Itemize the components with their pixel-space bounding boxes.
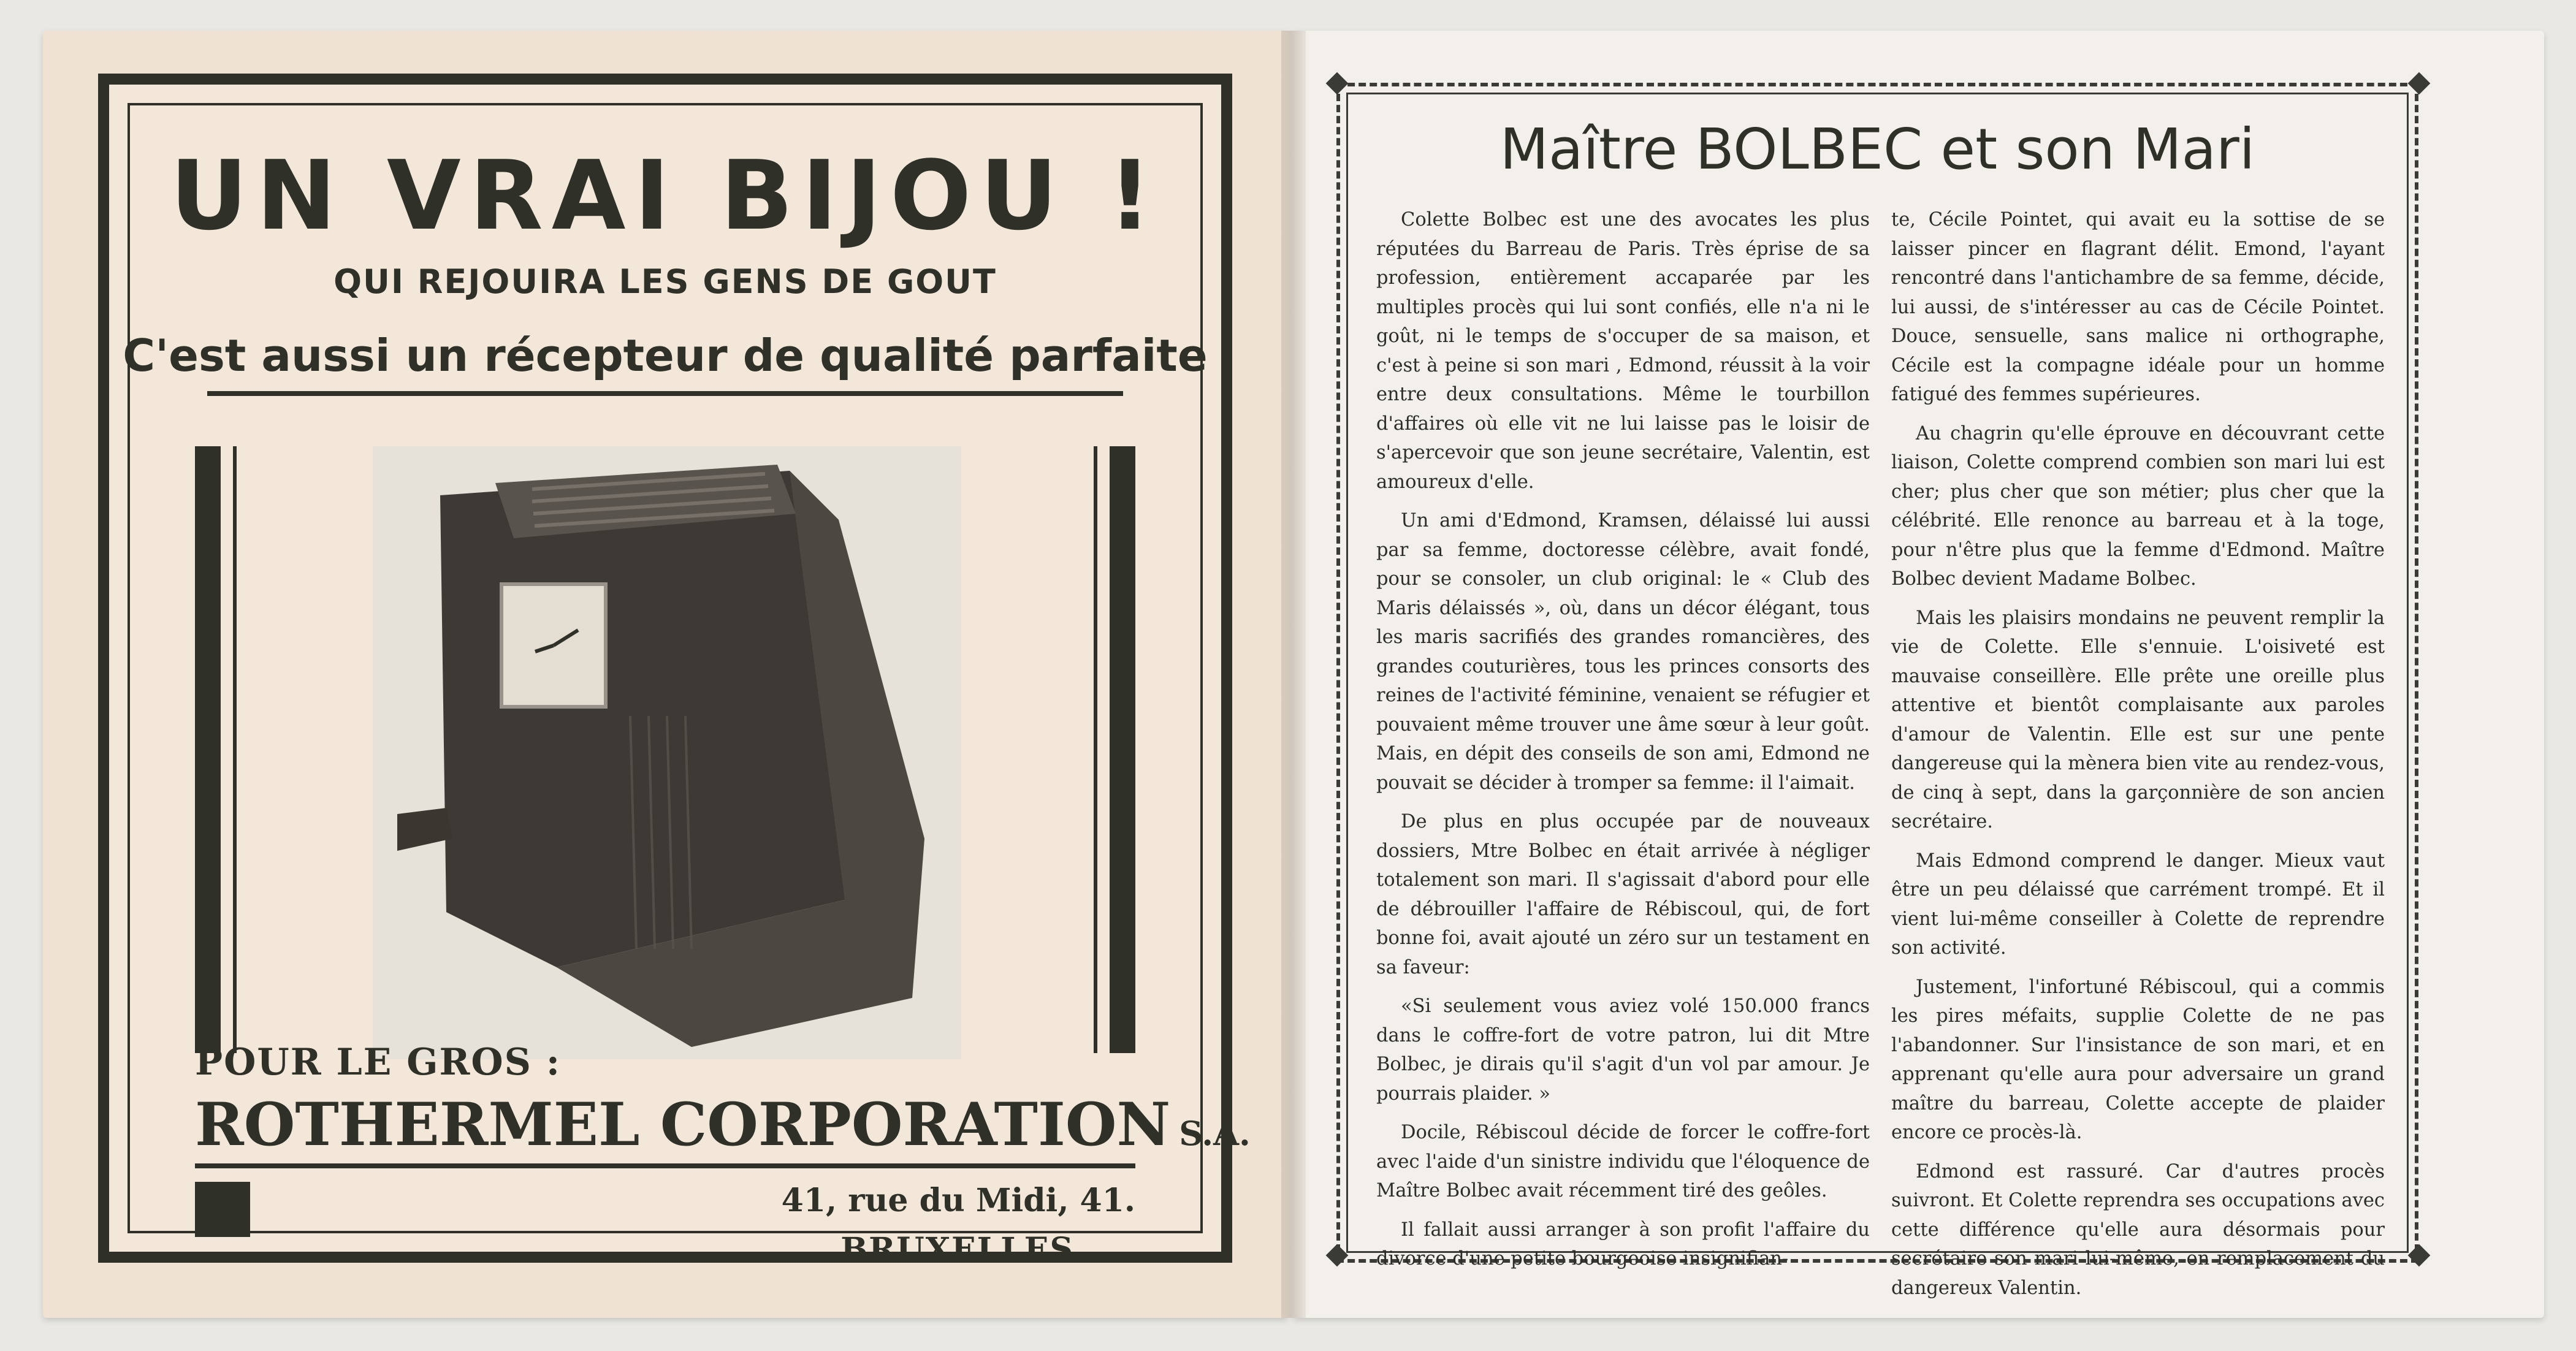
paragraph: Un ami d'Edmond, Kramsen, délaissé lui aussi par sa femme, doctoresse célèbre, avait fondé, pour se consoler, un club original: le « Club des Maris délaissés », où, dans un décor élégant, tous les maris sacrifiés des grandes romancières, des grandes couturières, tous les princes consorts des reines de l'activité féminine, venaient se réfugier et pouvaient même trouver une âme sœur à leur goût. Mais, en dépit des conseils de son ami, Edmond ne pouvait se décider à tromper sa femme: il l'aimait.: [1376, 510, 1870, 794]
article-columns: [1376, 205, 2385, 1299]
ad-tagline: C'est aussi un récepteur de qualité parfaite: [123, 330, 1208, 381]
ad-company-suffix: S.A.: [1179, 1114, 1251, 1153]
ad-company-name: [195, 1090, 1251, 1159]
radio-photo: [373, 446, 961, 1059]
paragraph: Mais les plaisirs mondains ne peuvent remplir la vie de Colette. Elle s'ennuie. L'oisiveté est mauvaise conseillère. Elle prête une oreille plus attentive et bientôt complaisante aux paroles d'amour de Valentin. Elle est sur une pente dangereuse qui la mènera bien vite au rendez-vous, de cinq à sept, dans la garçonnière de son ancien secrétaire.: [1891, 607, 2385, 832]
ad-tagline-rule: [207, 391, 1123, 396]
paragraph: Justement, l'infortuné Rébiscoul, qui a commis les pires méfaits, supplie Colette de ne pas l'abandonner. Sur l'insistance de son mari, et en apprenant qu'elle aura pour adversaire un grand maître du barreau, Colette accepte de plaider encore ce procès-là.: [1891, 976, 2385, 1143]
ad-address-street: 41, rue du Midi, 41.: [781, 1182, 1135, 1219]
radio-clock-icon: [373, 446, 961, 1059]
ad-square-mark: [195, 1182, 250, 1237]
ad-title: UN VRAI BIJOU !: [170, 140, 1160, 251]
book-gutter: [1281, 31, 1306, 1318]
paragraph: te, Cécile Pointet, qui avait eu la sottise de se laisser pincer en flagrant délit. Emond, l'ayant rencontré dans l'antichambre de sa femme, décide, lui aussi, de s'intéresser au cas de Cécile Pointet. Douce, sensuelle, sans malice ni orthographe, Cécile est la compagne idéale pour un homme fatigué des femmes supérieures.: [1891, 209, 2385, 405]
paragraph: Il fallait aussi arranger à son profit l'affaire du divorce d'une petite bourgeoise insignifian-: [1376, 1219, 1870, 1269]
ad-left-thin-bar: [233, 446, 237, 1053]
advertisement-frame: [98, 74, 1251, 1268]
paragraph: Docile, Rébiscoul décide de forcer le coffre-fort avec l'aide d'un sinistre individu que l'éloquence de Maître Bolbec avait récemment tiré des geôles.: [1376, 1122, 1870, 1201]
paragraph: Edmond est rassuré. Car d'autres procès suivront. Et Colette reprendra ses occupations avec cette différence qu'elle aura désormais pour secrétaire son mari lui-même, en remplacement du dangereux Valentin.: [1891, 1160, 2385, 1299]
paragraph: Au chagrin qu'elle éprouve en découvrant cette liaison, Colette comprend combien son mari lui est cher; plus cher que son métier; plus cher que la célébrité. Elle renonce au barreau et à la toge, pour n'être plus que la femme d'Edmond. Maître Bolbec devient Madame Bolbec.: [1891, 422, 2385, 590]
paragraph: Colette Bolbec est une des avocates les plus réputées du Barreau de Paris. Très éprise de sa profession, entièrement accaparée par les multiples procès qui lui sont confiés, elle n'a ni le goût, ni le temps de s'occuper de sa maison, et c'est à peine si son mari , Edmond, réussit à la voir entre deux consultations. Même le tourbillon d'affaires où elle vit ne lui laisse pas le loisir de s'apercevoir que son jeune secrétaire, Valentin, est amoureux d'elle.: [1376, 209, 1870, 493]
ad-address-city: BRUXELLES: [840, 1231, 1074, 1268]
ad-right-bar: [1110, 446, 1135, 1053]
ad-left-bar: [195, 446, 221, 1053]
article-title: Maître BOLBEC et son Mari: [1499, 116, 2255, 182]
article-column-right: [1891, 205, 2385, 1299]
paragraph: «Si seulement vous aviez volé 150.000 francs dans le coffre-fort de votre patron, lui dit Mtre Bolbec, je dirais qu'il s'agit d'un vol par amour. Je pourrais plaider. »: [1376, 995, 1870, 1105]
article-column-left: [1376, 205, 1870, 1269]
ad-right-thin-bar: [1094, 446, 1097, 1053]
paragraph: Mais Edmond comprend le danger. Mieux vaut être un peu délaissé que carrément trompé. Et il vient lui-même conseiller à Colette de reprendre son activité.: [1891, 850, 2385, 959]
paragraph: De plus en plus occupée par de nouveaux dossiers, Mtre Bolbec en était arrivée à négliger totalement son mari. Il s'agissait d'abord pour elle de débrouiller l'affaire de Rébiscoul, qui, de fort bonne foi, avait ajouté un zéro sur un testament en sa faveur:: [1376, 811, 1870, 978]
ad-subtitle: QUI REJOUIRA LES GENS DE GOUT: [333, 262, 997, 301]
ad-company-rule: [195, 1163, 1135, 1168]
ad-wholesale-label: POUR LE GROS :: [195, 1041, 562, 1084]
ad-company: ROTHERMEL CORPORATION: [195, 1090, 1171, 1159]
